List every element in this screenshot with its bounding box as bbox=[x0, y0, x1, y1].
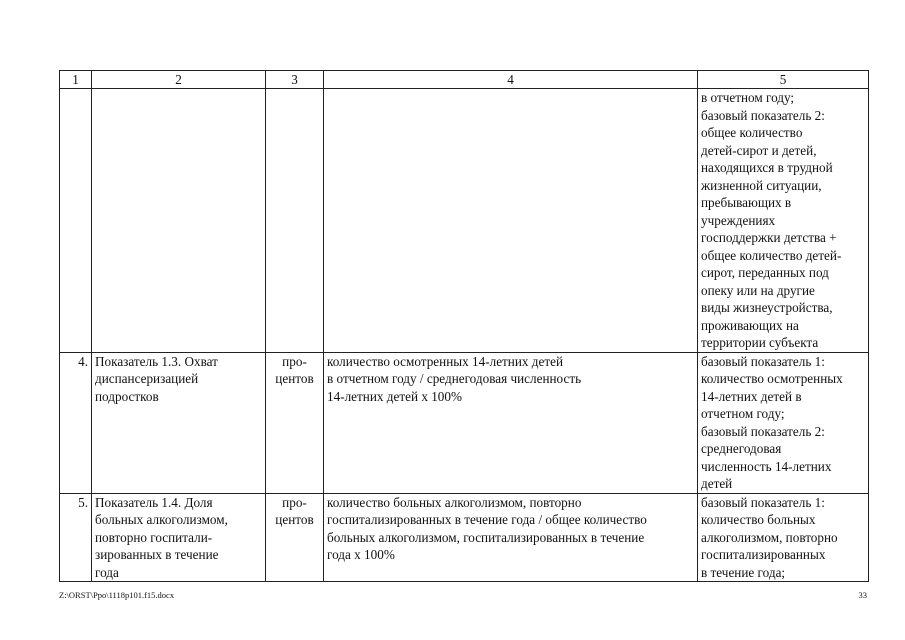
table-row bbox=[60, 493, 869, 582]
unit-cell: про- центов bbox=[266, 352, 324, 493]
calculation-cell: количество осмотренных 14-летних детей в отчетном году / среднегодовая численность 14-летних детей х 100% bbox=[324, 352, 698, 493]
calculation-cell: количество больных алкоголизмом, повторно госпитализированных в течение года / общее количество больных алкоголизмом, госпитализированных в течение года х 100% bbox=[324, 493, 698, 582]
base-indicators-cell: в отчетном году; базовый показатель 2: общее количество детей-сирот и детей, находящихся в трудной жизненной ситуации, пребывающих в учреждениях господдержки детства + общее количество детей- сирот, переданных под опеку или на другие виды жизнеустройства, проживающих на территории субъекта bbox=[698, 89, 869, 353]
header-cell: 3 bbox=[266, 71, 324, 89]
header-cell: 2 bbox=[92, 71, 266, 89]
unit-cell: про- центов bbox=[266, 493, 324, 582]
base-indicators-cell: базовый показатель 1: количество больных алкоголизмом, повторно госпитализированных в течение года; bbox=[698, 493, 869, 582]
table-row bbox=[60, 352, 869, 493]
indicator-name-cell: Показатель 1.3. Охват диспансеризацией подростков bbox=[92, 352, 266, 493]
calculation-cell bbox=[324, 89, 698, 353]
indicator-name-cell bbox=[92, 89, 266, 353]
table-header-row bbox=[60, 71, 869, 89]
header-cell: 5 bbox=[698, 71, 869, 89]
unit-cell bbox=[266, 89, 324, 353]
header-cell: 1 bbox=[60, 71, 92, 89]
indicator-name-cell: Показатель 1.4. Доля больных алкоголизмом, повторно госпитали- зированных в течение года bbox=[92, 493, 266, 582]
base-indicators-cell: базовый показатель 1: количество осмотренных 14-летних детей в отчетном году; базовый показатель 2: среднегодовая численность 14-летних детей bbox=[698, 352, 869, 493]
header-cell: 4 bbox=[324, 71, 698, 89]
footer-page-number: 33 bbox=[858, 590, 867, 600]
row-number-cell bbox=[60, 89, 92, 353]
table-row bbox=[60, 89, 869, 353]
row-number-cell: 4. bbox=[60, 352, 92, 493]
footer-file-path: Z:\ORST\Ppo\1118p101.f15.docx bbox=[59, 590, 175, 600]
indicators-table bbox=[59, 70, 869, 582]
row-number-cell: 5. bbox=[60, 493, 92, 582]
